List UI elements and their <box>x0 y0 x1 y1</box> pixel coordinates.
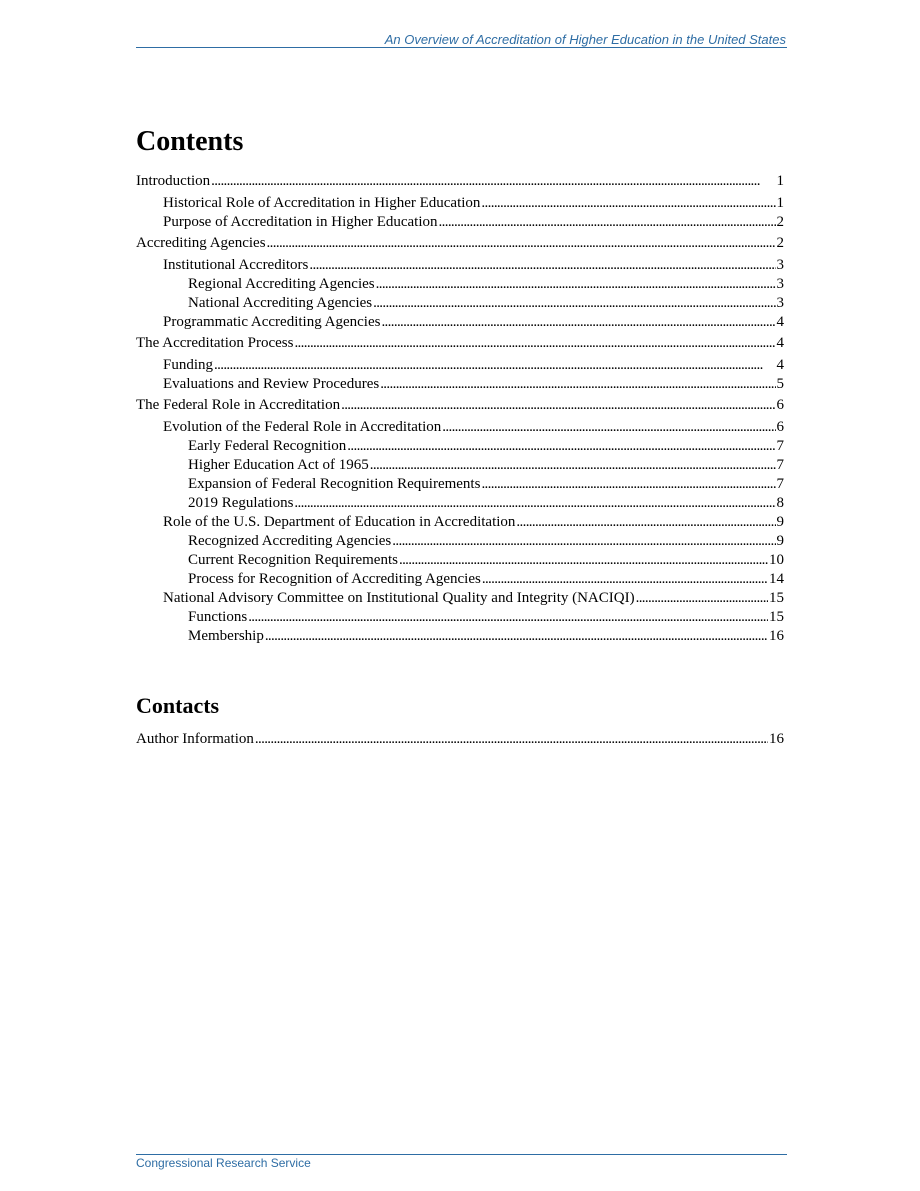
dot-leader <box>442 418 775 437</box>
toc-entry-title: Purpose of Accreditation in Higher Education <box>163 214 438 230</box>
toc-entry-title: The Accreditation Process <box>136 335 294 351</box>
dot-leader <box>376 275 776 294</box>
toc-entry-title: National Accrediting Agencies <box>188 295 373 311</box>
header-divider <box>136 47 787 48</box>
toc-entry-page-number: 1 <box>776 195 784 211</box>
toc-entry[interactable] <box>136 356 784 375</box>
dot-leader <box>255 730 768 749</box>
toc-entry[interactable] <box>136 234 784 253</box>
dot-leader <box>482 570 768 589</box>
dot-leader <box>347 437 775 456</box>
toc-entry-page-number: 3 <box>776 276 784 292</box>
toc-entry[interactable] <box>136 172 784 191</box>
toc-entry-title: Higher Education Act of 1965 <box>188 457 369 473</box>
dot-leader <box>214 356 775 375</box>
toc-entry-page-number: 4 <box>776 357 784 373</box>
contents-heading: Contents <box>136 126 244 157</box>
toc-entry-title: Membership <box>188 628 264 644</box>
toc-entry-page-number: 9 <box>776 533 784 549</box>
toc-entry-page-number: 9 <box>776 514 784 530</box>
toc-entry[interactable] <box>136 275 784 294</box>
footer-organization: Congressional Research Service <box>136 1156 311 1170</box>
toc-entry-title: National Advisory Committee on Institutional Quality and Integrity (NACIQI) <box>163 590 635 606</box>
toc-entry-page-number: 3 <box>776 295 784 311</box>
toc-entry[interactable] <box>136 437 784 456</box>
dot-leader <box>370 456 776 475</box>
toc-entry-page-number: 6 <box>776 397 784 413</box>
toc-entry-page-number: 4 <box>776 335 784 351</box>
dot-leader <box>294 334 775 353</box>
dot-leader <box>439 213 776 232</box>
toc-entry-title: Evolution of the Federal Role in Accreditation <box>163 419 442 435</box>
toc-entry-title: Recognized Accrediting Agencies <box>188 533 392 549</box>
toc-entry-page-number: 10 <box>769 552 784 568</box>
toc-entry[interactable] <box>136 730 784 749</box>
toc-entry-title: Role of the U.S. Department of Education in Accreditation <box>163 514 516 530</box>
toc-entry[interactable] <box>136 570 784 589</box>
dot-leader <box>516 513 775 532</box>
toc-entry-title: Introduction <box>136 173 211 189</box>
toc-entry[interactable] <box>136 513 784 532</box>
toc-entry-page-number: 1 <box>776 173 784 189</box>
toc-entry[interactable] <box>136 396 784 415</box>
toc-entry-title: The Federal Role in Accreditation <box>136 397 341 413</box>
dot-leader <box>380 375 775 394</box>
dot-leader <box>309 256 775 275</box>
toc-entry[interactable] <box>136 456 784 475</box>
toc-entry[interactable] <box>136 589 784 608</box>
toc-entry-title: Expansion of Federal Recognition Requirements <box>188 476 481 492</box>
toc-entry[interactable] <box>136 627 784 646</box>
toc-entry-page-number: 8 <box>776 495 784 511</box>
toc-entry-page-number: 6 <box>776 419 784 435</box>
toc-entry[interactable] <box>136 494 784 513</box>
dot-leader <box>392 532 775 551</box>
dot-leader <box>381 313 775 332</box>
dot-leader <box>373 294 775 313</box>
dot-leader <box>211 172 775 191</box>
toc-entry[interactable] <box>136 418 784 437</box>
dot-leader <box>265 627 768 646</box>
toc-entry-title: 2019 Regulations <box>188 495 294 511</box>
dot-leader <box>248 608 768 627</box>
toc-entry[interactable] <box>136 475 784 494</box>
toc-entry-title: Regional Accrediting Agencies <box>188 276 375 292</box>
toc-entry-page-number: 4 <box>776 314 784 330</box>
dot-leader <box>636 589 768 608</box>
toc-entry[interactable] <box>136 375 784 394</box>
toc-entry-title: Accrediting Agencies <box>136 235 266 251</box>
toc-entry-page-number: 5 <box>776 376 784 392</box>
toc-entry-page-number: 16 <box>769 731 784 747</box>
toc-entry-page-number: 15 <box>769 609 784 625</box>
table-of-contents <box>136 172 784 646</box>
toc-entry[interactable] <box>136 532 784 551</box>
toc-entry-page-number: 2 <box>776 214 784 230</box>
toc-entry-title: Institutional Accreditors <box>163 257 309 273</box>
toc-entry-title: Author Information <box>136 731 254 747</box>
dot-leader <box>481 475 775 494</box>
toc-entry[interactable] <box>136 313 784 332</box>
toc-entry-title: Current Recognition Requirements <box>188 552 398 568</box>
toc-entry[interactable] <box>136 608 784 627</box>
toc-entry[interactable] <box>136 294 784 313</box>
contacts-heading: Contacts <box>136 693 220 718</box>
toc-entry-title: Evaluations and Review Procedures <box>163 376 380 392</box>
toc-entry-title: Programmatic Accrediting Agencies <box>163 314 381 330</box>
dot-leader <box>341 396 775 415</box>
toc-entry-title: Process for Recognition of Accrediting Agencies <box>188 571 481 587</box>
toc-entry-page-number: 7 <box>776 457 784 473</box>
contacts-list <box>136 730 784 749</box>
toc-entry-page-number: 16 <box>769 628 784 644</box>
toc-entry-page-number: 15 <box>769 590 784 606</box>
toc-entry-page-number: 3 <box>776 257 784 273</box>
footer-divider <box>136 1154 787 1155</box>
dot-leader <box>481 194 775 213</box>
toc-entry[interactable] <box>136 213 784 232</box>
toc-entry-title: Early Federal Recognition <box>188 438 347 454</box>
toc-entry-title: Functions <box>188 609 248 625</box>
toc-entry-page-number: 7 <box>776 476 784 492</box>
toc-entry-page-number: 14 <box>769 571 784 587</box>
toc-entry[interactable] <box>136 256 784 275</box>
running-header: An Overview of Accreditation of Higher Education in the United States <box>384 32 786 47</box>
toc-entry-page-number: 2 <box>776 235 784 251</box>
toc-entry-page-number: 7 <box>776 438 784 454</box>
dot-leader <box>267 234 776 253</box>
toc-entry[interactable] <box>136 194 784 213</box>
toc-entry[interactable] <box>136 551 784 570</box>
toc-entry-title: Historical Role of Accreditation in Higher Education <box>163 195 481 211</box>
toc-entry-title: Funding <box>163 357 214 373</box>
dot-leader <box>399 551 768 570</box>
dot-leader <box>294 494 775 513</box>
toc-entry[interactable] <box>136 334 784 353</box>
